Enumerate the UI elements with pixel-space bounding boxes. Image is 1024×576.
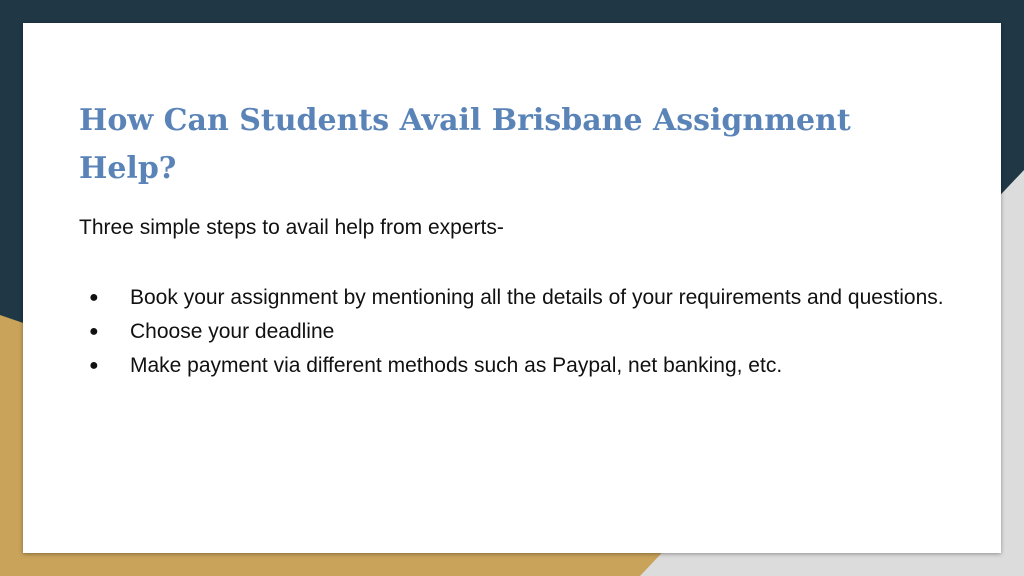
step-text: Book your assignment by mentioning all the details of your requirements and questions. [130, 286, 944, 309]
intro-text: Three simple steps to avail help from experts- [79, 216, 504, 239]
step-text: Make payment via different methods such as Paypal, net banking, etc. [130, 354, 783, 377]
list-item [79, 282, 959, 314]
bullet-icon: ● [89, 357, 99, 374]
bullet-icon: ● [89, 289, 99, 306]
list-item [79, 350, 959, 382]
list-item [79, 316, 959, 348]
bullet-icon: ● [89, 323, 99, 340]
slide-title: How Can Students Avail Brisbane Assignment Help? [79, 103, 851, 186]
step-text: Choose your deadline [130, 320, 335, 343]
steps-list [79, 282, 959, 384]
